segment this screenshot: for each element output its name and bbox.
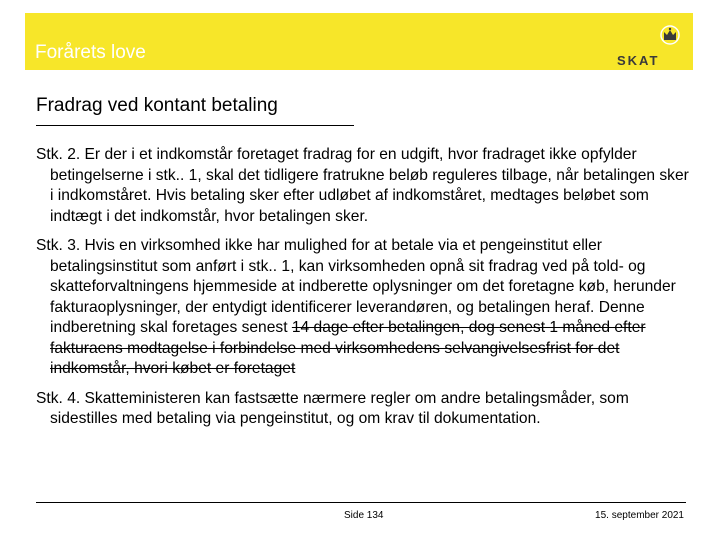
struck-through-text: 14 dage efter betalingen, dog senest 1 måned efter fakturaens modtagelse i forbindelse med virksomhedens selvangivelsesfrist for det indkomstår, hvori købet er foretaget <box>50 319 646 377</box>
svg-text:SKAT: SKAT <box>617 53 660 67</box>
paragraph-stk-3 <box>36 236 696 380</box>
paragraph-stk-3-text: Stk. 3. Hvis en virksomhed ikke har mulighed for at betale via et pengeinstitut eller betalingsinstitut som anført i stk.. 1, kan virksomheden opnå sit fradrag ved på told- og skatteforvaltningens hjemmeside at indberette oplysninger om det foretagne køb, herunder fakturaoplysninger, der entydigt identificerer leverandøren, og betalingen heraf. Denne indberetning skal foretages senest <box>36 237 676 336</box>
footer-divider <box>36 502 686 503</box>
heading-underline <box>36 125 354 126</box>
footer-date: 15. september 2021 <box>595 510 684 521</box>
paragraph-stk-4: Stk. 4. Skatteministeren kan fastsætte nærmere regler om andre betalingsmåder, som sidestilles med betaling via pengeinstitut, og om krav til dokumentation. <box>36 389 629 427</box>
crown-icon <box>661 26 679 44</box>
paragraph-stk-2: Stk. 2. Er der i et indkomstår foretaget fradrag for en udgift, hvor fradraget ikke opfylder betingelserne i stk.. 1, skal det tidligere fratrukne beløb reguleres tilbage, når betalingen sker i indkomståret. Hvis betaling sker efter udløbet af indkomståret, medtages beløbet som indtægt i det indkomstår, hvor betalingen sker. <box>36 146 689 225</box>
presentation-title: Forårets love <box>35 42 146 63</box>
slide-body <box>36 145 696 439</box>
title-banner <box>25 13 693 70</box>
slide-heading: Fradrag ved kontant betaling <box>36 95 278 116</box>
skat-logo <box>615 19 685 67</box>
page-number: Side 134 <box>344 510 384 521</box>
